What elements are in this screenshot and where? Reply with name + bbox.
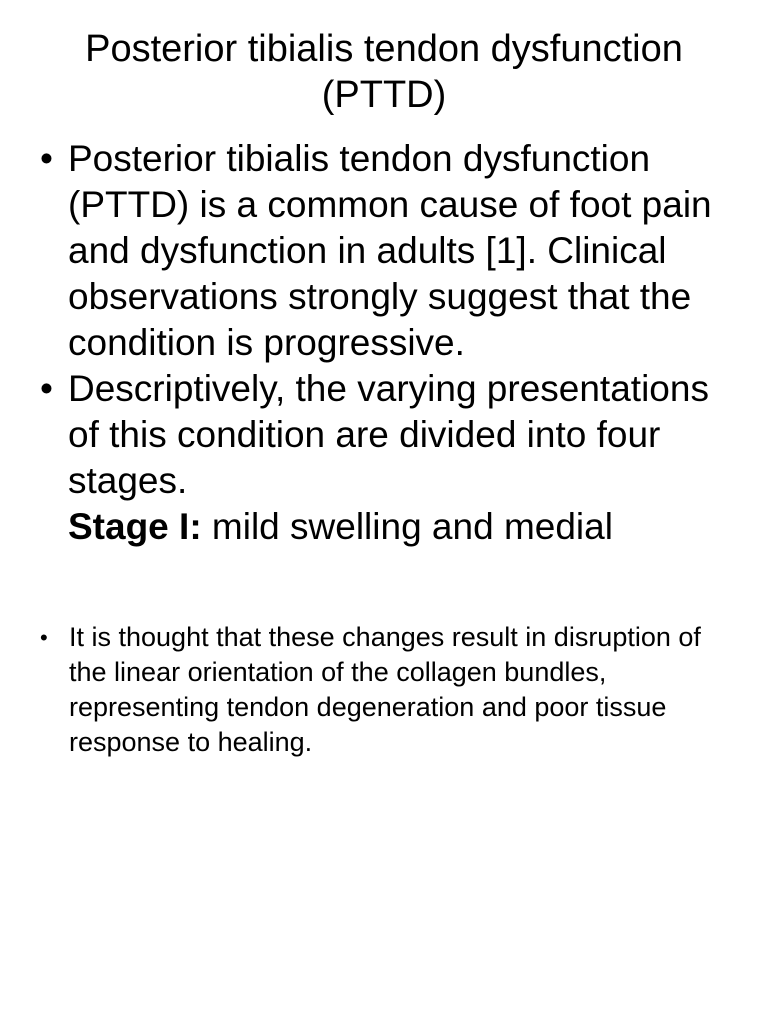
bullet-item-collagen-note bbox=[40, 620, 740, 760]
bullet-text: It is thought that these changes result in disruption of the linear orientation of the collagen bundles, representing tendon degeneration and poor tissue response to healing. bbox=[69, 622, 701, 757]
slide-title: Posterior tibialis tendon dysfunction (PTTD) bbox=[85, 28, 683, 116]
bullet-dot-icon: • bbox=[40, 625, 48, 650]
bullet-dot-icon: • bbox=[40, 138, 53, 179]
note-bullet-list bbox=[40, 620, 740, 760]
stage-one-text: mild swelling and medial bbox=[201, 506, 613, 547]
stage-one-line bbox=[36, 504, 748, 550]
bullet-text: Descriptively, the varying presentations of this condition are divided into four stages. bbox=[68, 368, 709, 501]
main-bullet-list bbox=[36, 136, 748, 580]
bullet-item-stages bbox=[36, 366, 748, 504]
bullet-text: Posterior tibialis tendon dysfunction (PTTD) is a common cause of foot pain and dysfunction in adults [1]. Clinical observations strongly suggest that the condition is progressive. bbox=[68, 138, 712, 363]
bullet-item-pttd-definition bbox=[36, 136, 748, 366]
stage-one-label: Stage I: bbox=[68, 506, 202, 547]
bullet-dot-icon: • bbox=[40, 368, 53, 409]
